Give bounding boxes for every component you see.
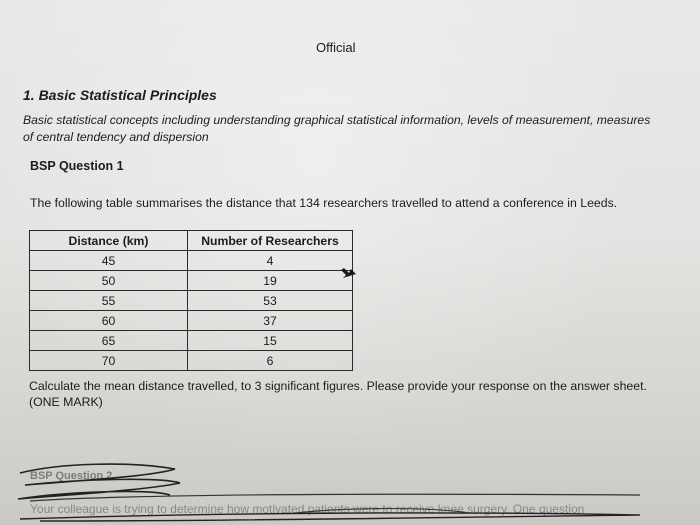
- next-question-text: Your colleague is trying to determine how motivated patients were to receive knee surgery. One question: [30, 502, 585, 516]
- distance-table: [29, 230, 353, 371]
- distance-cell: 50: [30, 271, 188, 291]
- distance-cell: 70: [30, 351, 188, 371]
- pen-scribble-marks: [0, 455, 700, 525]
- section-title: 1. Basic Statistical Principles: [23, 87, 217, 103]
- count-cell: 6: [188, 351, 353, 371]
- column-header-distance: Distance (km): [30, 231, 188, 251]
- distance-cell: 55: [30, 291, 188, 311]
- count-cell: 53: [188, 291, 353, 311]
- count-cell: 4: [188, 251, 353, 271]
- question-label: BSP Question 1: [30, 159, 124, 173]
- mouse-pointer-icon: [340, 262, 358, 287]
- table-row: [30, 311, 353, 331]
- distance-cell: 45: [30, 251, 188, 271]
- table-row: [30, 331, 353, 351]
- question-intro: The following table summarises the distance that 134 researchers travelled to attend a conference in Leeds.: [30, 196, 618, 210]
- table-row: [30, 251, 353, 271]
- distance-cell: 60: [30, 311, 188, 331]
- table-row: [30, 291, 353, 311]
- table-row: [30, 351, 353, 371]
- question-instruction: Calculate the mean distance travelled, to 3 significant figures. Please provide your response on the answer sheet. (ONE MARK): [29, 379, 647, 409]
- section-description: Basic statistical concepts including understanding graphical statistical information, levels of measurement, measures of central tendency and dispersion: [23, 113, 651, 144]
- table-header-row: [30, 231, 353, 251]
- distance-cell: 65: [30, 331, 188, 351]
- count-cell: 15: [188, 331, 353, 351]
- count-cell: 37: [188, 311, 353, 331]
- column-header-researchers: Number of Researchers: [188, 231, 353, 251]
- table-row: [30, 271, 353, 291]
- count-cell: 19: [188, 271, 353, 291]
- classification-marking: Official: [316, 40, 356, 55]
- next-question-label: BSP Question 2: [30, 470, 113, 482]
